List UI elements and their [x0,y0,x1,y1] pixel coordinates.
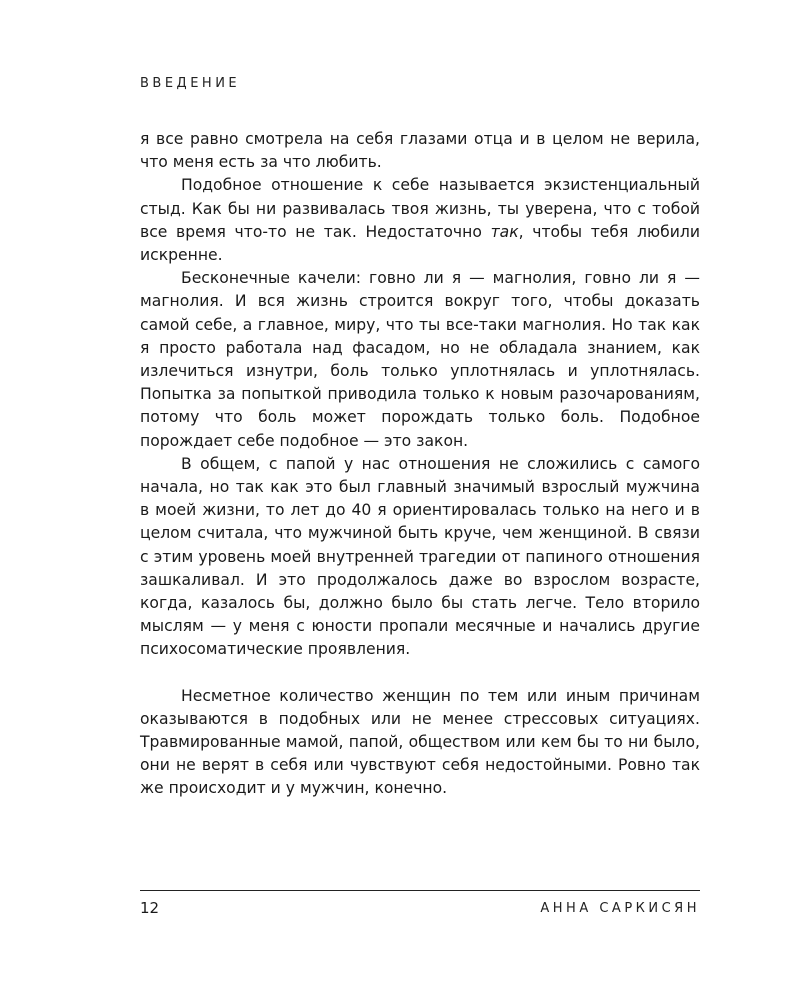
paragraph-2 [140,174,700,267]
paragraph-1-text: я все равно смотрела на себя глазами отца и в целом не верила, что меня есть за что любить. [140,130,700,172]
paragraph-3 [140,267,700,453]
body-text [140,128,700,801]
paragraph-2-text: Подобное отношение к себе называется экзистенциальный стыд. Как бы ни развивалась твоя жизнь, ты уверена, что с тобой все время что-то не так. Недостаточно [140,176,700,241]
page-number: 12 [140,899,160,917]
footer-rule [140,890,700,891]
running-head: ВВЕДЕНИЕ [140,76,241,91]
paragraph-2-text-end: , чтобы тебя любили искренне. [140,222,700,265]
paragraph-2-italic: так [490,222,519,241]
paragraph-1 [140,128,700,174]
paragraph-4-text: В общем, с папой у нас отношения не сложились с самого начала, но так как это был главный значимый взрослый мужчина в моей жизни, то лет до 40 я ориентировалась только на него и в целом считала, что мужчиной быть круче, чем женщиной. В связи с этим уровень моей внутренней трагедии от папиного отношения зашкаливал. И это продолжалось даже во взрослом возрасте, когда, казалось бы, должно было бы стать легче. Тело вторило мыслям — у меня с юности пропали месячные и начались другие психосоматические проявления. [140,454,700,659]
author-name: АННА САРКИСЯН [540,901,700,916]
paragraph-4 [140,453,700,662]
paragraph-3-text: Бесконечные качели: говно ли я — магнолия, говно ли я — магнолия. И вся жизнь строится вокруг того, чтобы доказать самой себе, а главное, миру, что ты все-таки магнолия. Но так как я просто работала над фасадом, но не обладала знанием, как излечиться изнутри, боль только уплотнялась и уплотнялась. Попытка за попыткой приводила только к новым разочарованиям, потому что боль может порождать только боль. Подобное порождает себе подобное — это закон. [140,269,700,450]
paragraph-5 [140,685,700,801]
paragraph-5-text: Несметное количество женщин по тем или иным причинам оказываются в подобных или не менее стрессовых ситуациях. Травмированные мамой, папой, обществом или кем бы то ни было, они не верят в себя или чувствуют себя недостойными. Ровно так же происходит и у мужчин, конечно. [140,686,700,798]
